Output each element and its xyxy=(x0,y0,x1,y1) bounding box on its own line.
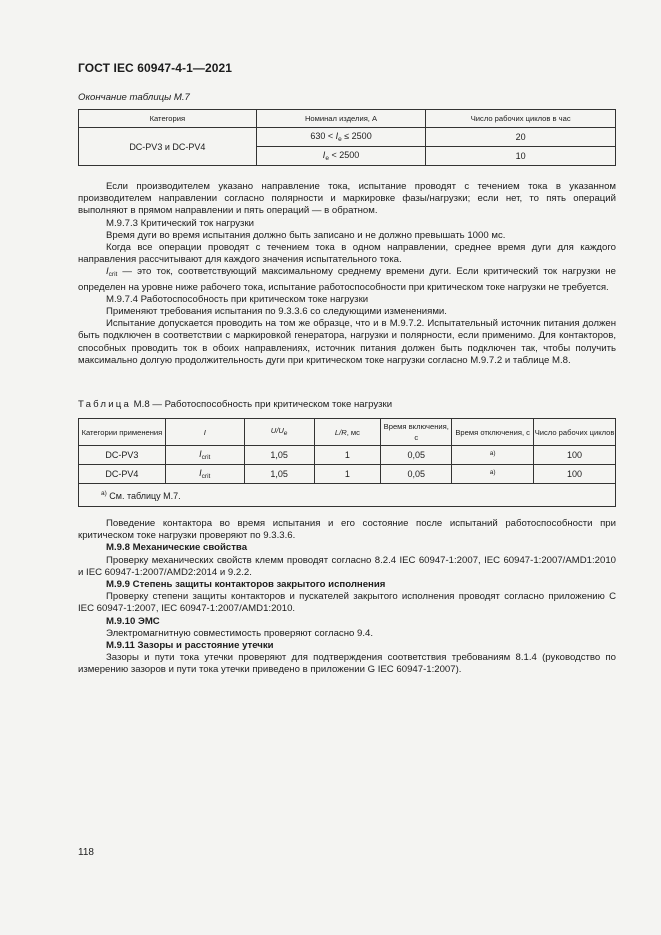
r-variable: /R xyxy=(339,427,347,437)
l-variable: L xyxy=(334,427,340,437)
table-m8-header-on-time: Время включения, с xyxy=(381,419,452,446)
paragraph-icrit xyxy=(78,266,616,293)
rating-variable: I xyxy=(335,131,339,141)
cell-off-time xyxy=(452,465,534,484)
table-m8-footnote-row xyxy=(79,484,616,507)
cell-category: DC-PV4 xyxy=(79,465,166,484)
table-m7-header-rating: Номинал изделия, А xyxy=(256,110,426,128)
table-m7-caption: Окончание таблицы М.7 xyxy=(78,92,190,103)
table-row xyxy=(79,465,616,484)
table-m8 xyxy=(78,418,616,507)
cell-voltage: 1,05 xyxy=(244,465,314,484)
rating-subscript: e xyxy=(325,155,329,162)
rating-variable: I xyxy=(322,150,326,160)
paragraph: Проверку механических свойств клемм проводят согласно 8.2.4 IEC 60947-1:2007, IEC 60947-1:2007/AMD1:2010 и IEC 60947-1:2007/AMD2:2014 и 9.2.2. xyxy=(78,554,616,578)
table-m7-header-cycles: Число рабочих циклов в час xyxy=(426,110,616,128)
i-subscript: crit xyxy=(201,473,211,480)
table-m7-rating-cell xyxy=(256,128,426,147)
table-m8-header-category: Категории применения xyxy=(79,419,166,446)
paragraph: Применяют требования испытания по 9.3.3.6 со следующими изменениями. xyxy=(106,306,447,318)
table-m8-header-off-time: Время отключения, с xyxy=(452,419,534,446)
cell-current xyxy=(165,465,244,484)
icrit-text: — это ток, соответствующий максимальному среднему времени дуги. Если критический ток нагрузки не определен на уровне ниже рабочего тока, испытание работоспособности при критическом токе нагрузки не требуется. xyxy=(78,266,616,293)
cell-lr: 1 xyxy=(314,446,381,465)
table-m8-footnote xyxy=(79,484,616,507)
table-m8-header-row xyxy=(79,419,616,446)
table-m8-caption xyxy=(78,399,392,410)
u-rated: /U xyxy=(276,426,284,435)
text-block-2 xyxy=(78,518,616,677)
table-m8-header-voltage xyxy=(244,419,314,446)
cell-category: DC-PV3 xyxy=(79,446,166,465)
icrit-variable: I xyxy=(106,266,109,278)
rating-suffix: ≤ 2500 xyxy=(341,131,372,141)
text-block-1 xyxy=(78,181,616,367)
cell-lr: 1 xyxy=(314,465,381,484)
table-m7-cycles-cell: 20 xyxy=(426,128,616,147)
section-heading-m974: М.9.7.4 Работоспособность при критическом токе нагрузки xyxy=(106,293,369,305)
table-m7-header-row xyxy=(79,110,616,128)
rating-prefix: 630 < xyxy=(310,131,336,141)
cell-off-time xyxy=(452,446,534,465)
cell-on-time: 0,05 xyxy=(381,446,452,465)
i-variable: I xyxy=(199,468,202,478)
cell-cycles: 100 xyxy=(534,465,616,484)
lr-unit: , мс xyxy=(346,427,360,437)
paragraph: Когда все операции проводят с течением тока в одном направлении, среднее время дуги для каждого направления рассчитывают для каждого значения испытательного тока. xyxy=(78,242,616,266)
i-variable: I xyxy=(199,449,202,459)
table-m7-header-category: Категория xyxy=(79,110,257,128)
footnote-text: См. таблицу М.7. xyxy=(106,490,181,501)
table-label: Таблица xyxy=(78,399,132,410)
cell-current xyxy=(165,446,244,465)
table-row xyxy=(79,446,616,465)
rating-suffix: < 2500 xyxy=(328,150,360,160)
table-m7 xyxy=(78,109,616,166)
u-variable: U xyxy=(270,426,277,435)
paragraph: Проверку степени защиты контакторов и пускателей закрытого исполнения проводят согласно приложению С IEC 60947-1:2007, IEC 60947-1:2007/AMD1:2010. xyxy=(78,591,616,615)
i-subscript: crit xyxy=(201,454,211,461)
table-m7-cycles-cell: 10 xyxy=(426,147,616,166)
cell-voltage: 1,05 xyxy=(244,446,314,465)
paragraph: Зазоры и пути тока утечки проверяют для подтверждения соответствия требованиям 8.1.4 (руководство по измерению зазоров и пути тока утечки приведено в приложении G IEC 60947-1:2007). xyxy=(78,652,616,676)
table-m7-rating-cell xyxy=(256,147,426,166)
cell-cycles: 100 xyxy=(534,446,616,465)
paragraph: Время дуги во время испытания должно быть записано и не должно превышать 1000 мс. xyxy=(106,229,506,241)
table-m8-header-current: I xyxy=(165,419,244,446)
paragraph: Электромагнитную совместимость проверяют согласно 9.4. xyxy=(106,627,374,639)
paragraph: Испытание допускается проводить на том же образце, что и в М.9.7.2. Испытательный источник питания должен быть подключен в соответствии с маркировкой генератора, нагрузки и полярности, если применимо. Для контакторов, способных проводить ток в обоих направлениях, источник питания должен быть подключен так, чтобы получить максимально долгую продолжительность дуги при критическом токе нагрузки согласно М.9.7.2 и таблице М.8. xyxy=(78,318,616,366)
rating-subscript: e xyxy=(338,136,342,143)
table-m8-header-lr xyxy=(314,419,381,446)
section-heading-m98: М.9.8 Механические свойства xyxy=(106,542,248,554)
footnote-ref: a) xyxy=(489,468,496,476)
cell-on-time: 0,05 xyxy=(381,465,452,484)
u-subscript: e xyxy=(283,430,288,437)
section-heading-m910: М.9.10 ЭМС xyxy=(106,615,160,627)
standard-header: ГОСТ IEC 60947-4-1—2021 xyxy=(78,61,233,75)
table-m7-category-cell: DC-PV3 и DC-PV4 xyxy=(79,128,257,166)
page-number: 118 xyxy=(78,847,94,858)
table-row xyxy=(79,128,616,147)
icrit-subscript: crit xyxy=(108,271,118,279)
section-heading-m99: М.9.9 Степень защиты контакторов закрытого исполнения xyxy=(106,579,386,591)
paragraph: Если производителем указано направление тока, испытание проводят с течением тока в указанном производителем направлении согласно полярности и маркировке фазы/нагрузки; если нет, то пять операций выполняют в прямом направлении и пять операций — в обратном. xyxy=(78,181,616,217)
footnote-mark: a) xyxy=(101,489,107,497)
table-m8-header-cycles: Число рабочих циклов xyxy=(534,419,616,446)
section-heading-m911: М.9.11 Зазоры и расстояние утечки xyxy=(106,640,274,652)
table-title: М.8 — Работоспособность при критическом токе нагрузки xyxy=(131,399,393,410)
paragraph: Поведение контактора во время испытания и его состояние после испытаний работоспособности при критическом токе нагрузки проверяют по 9.3.3.6. xyxy=(78,518,616,542)
section-heading-m973: М.9.7.3 Критический ток нагрузки xyxy=(106,217,255,229)
footnote-ref: a) xyxy=(489,449,496,457)
